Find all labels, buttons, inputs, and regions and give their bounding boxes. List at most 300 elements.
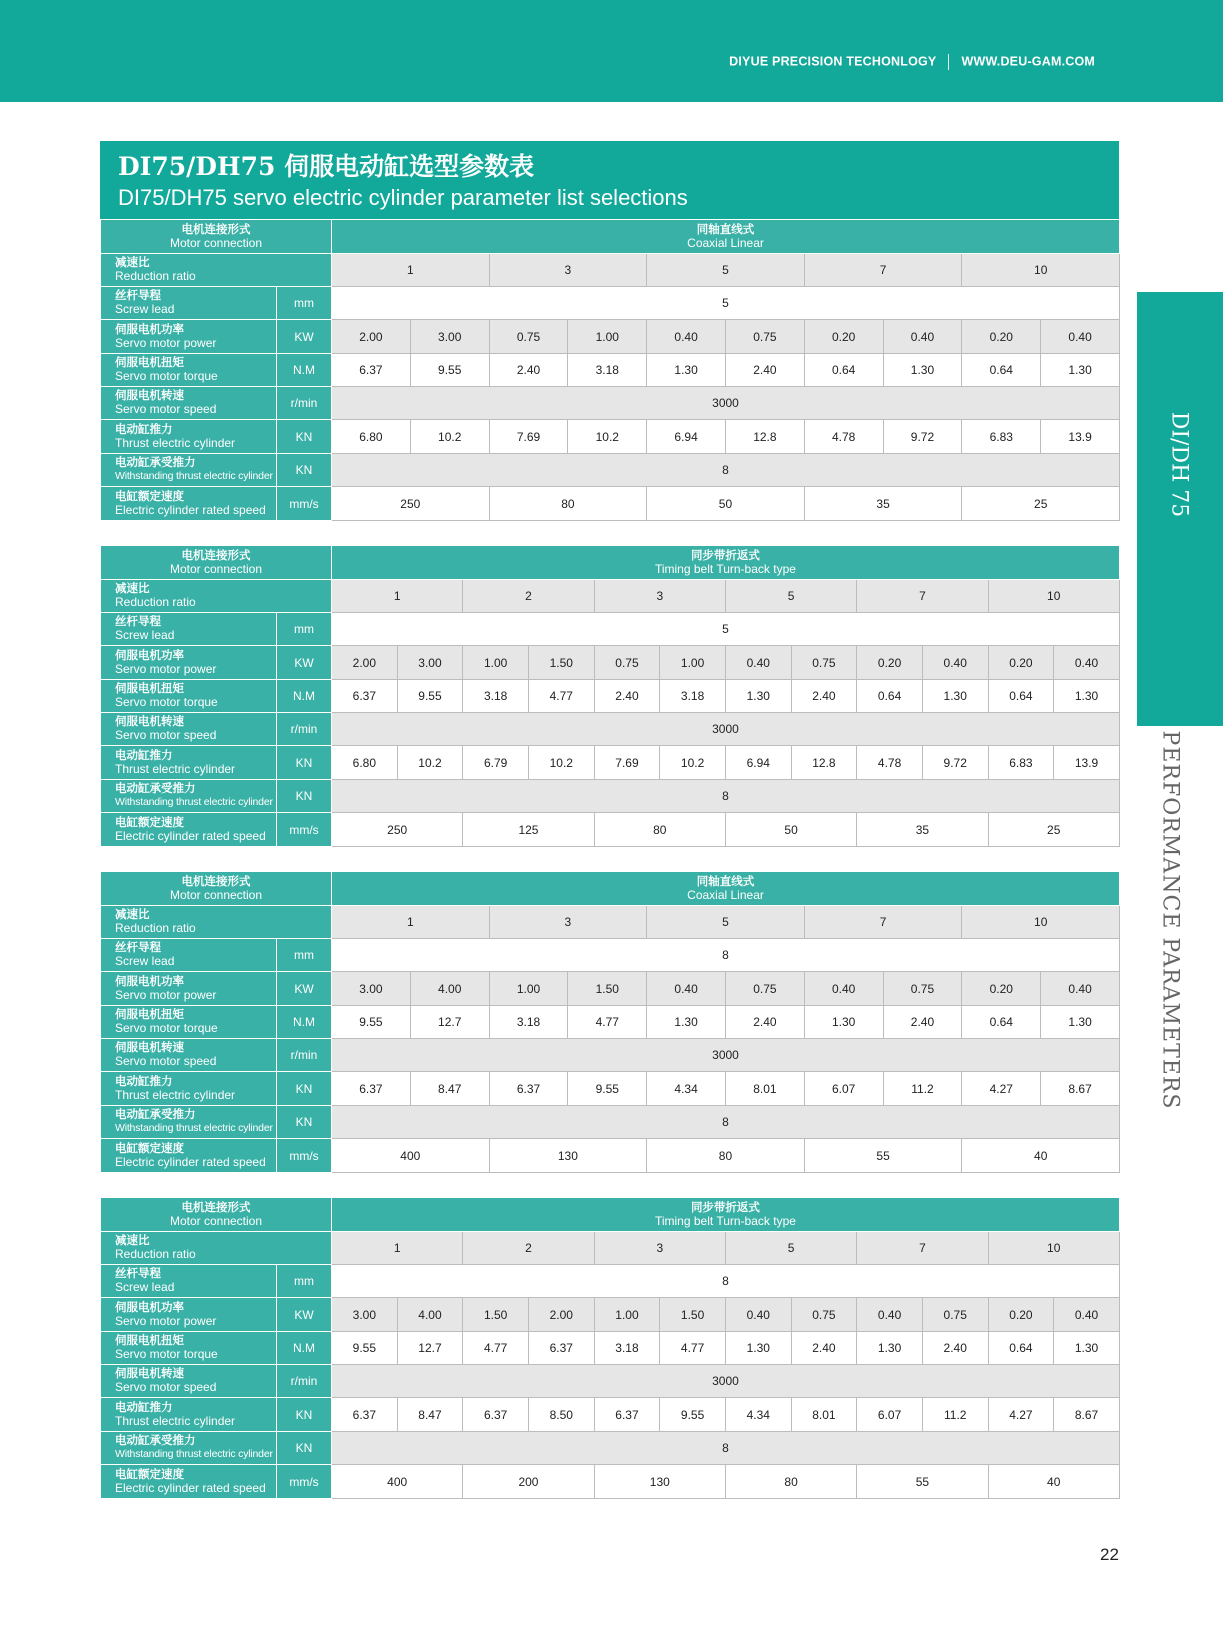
row-label-reduction <box>101 254 332 287</box>
thrust-cell: 10.2 <box>568 420 647 454</box>
withstand-cell: 8 <box>332 780 1120 813</box>
withstand-row <box>101 1432 1120 1465</box>
torque-cell: 6.37 <box>332 680 398 713</box>
row-label-cn: 电缸额定速度 <box>115 816 184 829</box>
row-label-en: Servo motor speed <box>115 1380 217 1394</box>
row-label-cn: 伺服电机功率 <box>115 323 184 336</box>
unit-cell: r/min <box>277 387 332 420</box>
row-label-cn: 伺服电机转速 <box>115 1368 184 1380</box>
torque-cell: 1.30 <box>725 680 791 713</box>
row-label-en: Servo motor torque <box>115 1021 218 1035</box>
torque-cell: 9.55 <box>410 354 489 387</box>
power-row <box>101 646 1120 680</box>
row-label-cn: 电动缸承受推力 <box>115 1109 196 1121</box>
thrust-row <box>101 420 1120 454</box>
row-label-torque <box>101 1332 277 1365</box>
row-label-en: Thrust electric cylinder <box>115 435 236 450</box>
thrust-cell: 6.80 <box>332 420 411 454</box>
rated-speed-cell: 50 <box>647 487 805 521</box>
company-name: DIYUE PRECISION TECHONLOGY <box>729 54 937 69</box>
unit-cell: mm/s <box>277 1139 332 1173</box>
connection-type-cn: 同轴直线式 <box>696 223 755 236</box>
row-label-cn: 减速比 <box>115 257 150 269</box>
row-label-power <box>101 972 277 1006</box>
connection-type <box>332 872 1120 906</box>
unit-cell: KW <box>277 972 332 1006</box>
row-label-en: Servo motor speed <box>115 1054 217 1068</box>
thrust-row <box>101 1072 1120 1106</box>
connection-type-cn: 同轴直线式 <box>696 875 755 888</box>
row-label-thrust <box>101 420 277 454</box>
power-cell: 0.40 <box>647 320 726 354</box>
lead-row <box>101 1265 1120 1298</box>
row-label-cn: 伺服电机扭矩 <box>115 357 184 369</box>
row-label-en: Screw lead <box>115 954 175 968</box>
torque-cell: 2.40 <box>791 680 857 713</box>
ratio-cell: 5 <box>725 580 856 613</box>
speed-cell: 3000 <box>332 1039 1120 1072</box>
ratio-cell: 5 <box>647 254 805 287</box>
connection-type-cn: 同步带折返式 <box>690 1201 760 1214</box>
spec-table <box>100 545 1120 847</box>
motor-connection-label <box>101 1198 332 1232</box>
ratio-cell: 7 <box>857 580 988 613</box>
row-label-en: Screw lead <box>115 1280 175 1294</box>
row-label-rated <box>101 1139 277 1173</box>
rated-speed-cell: 400 <box>332 1465 463 1499</box>
page-title-cn: DI75/DH75 伺服电动缸选型参数表 <box>118 152 535 181</box>
ratio-cell: 2 <box>463 580 594 613</box>
row-label-rated <box>101 487 277 521</box>
thrust-cell: 6.07 <box>804 1072 883 1106</box>
withstand-cell: 8 <box>332 454 1120 487</box>
page-number: 22 <box>1100 1545 1119 1564</box>
torque-cell: 1.30 <box>883 354 962 387</box>
title-box <box>100 141 1119 219</box>
thrust-cell: 8.67 <box>1041 1072 1120 1106</box>
torque-cell: 1.30 <box>647 354 726 387</box>
torque-cell: 6.37 <box>332 354 411 387</box>
row-label-cn: 电缸额定速度 <box>115 1142 184 1155</box>
power-row <box>101 972 1120 1006</box>
torque-cell: 9.55 <box>397 680 463 713</box>
row-label-cn: 减速比 <box>115 583 150 595</box>
row-label-cn: 伺服电机扭矩 <box>115 1335 184 1347</box>
motor-connection-cn: 电机连接形式 <box>181 549 251 562</box>
rated-speed-cell: 25 <box>988 813 1119 847</box>
rated-speed-cell: 35 <box>804 487 962 521</box>
power-cell: 1.00 <box>660 646 726 680</box>
row-label-en: Electric cylinder rated speed <box>115 1480 266 1495</box>
power-cell: 0.40 <box>857 1298 923 1332</box>
thrust-cell: 8.67 <box>1054 1398 1120 1432</box>
row-label-speed <box>101 1039 277 1072</box>
row-label-cn: 伺服电机转速 <box>115 390 184 402</box>
row-label-en: Servo motor power <box>115 661 217 676</box>
unit-cell: r/min <box>277 713 332 746</box>
power-cell: 2.00 <box>528 1298 594 1332</box>
torque-cell: 0.64 <box>988 1332 1054 1365</box>
row-label-en: Screw lead <box>115 628 175 642</box>
motor-connection-label <box>101 546 332 580</box>
speed-cell: 3000 <box>332 387 1120 420</box>
row-label-cn: 减速比 <box>115 909 150 921</box>
torque-row <box>101 1332 1120 1365</box>
lead-cell: 5 <box>332 613 1120 646</box>
side-tab <box>1137 292 1223 726</box>
power-cell: 0.20 <box>962 972 1041 1006</box>
power-cell: 0.20 <box>962 320 1041 354</box>
ratio-cell: 1 <box>332 254 490 287</box>
rated-speed-cell: 40 <box>988 1465 1119 1499</box>
power-cell: 1.00 <box>594 1298 660 1332</box>
power-cell: 2.00 <box>332 646 398 680</box>
torque-cell: 1.30 <box>1054 680 1120 713</box>
unit-cell: KW <box>277 1298 332 1332</box>
row-label-power <box>101 320 277 354</box>
unit-cell: N.M <box>277 680 332 713</box>
row-label-reduction <box>101 580 332 613</box>
connection-type-en: Coaxial Linear <box>687 887 764 902</box>
ratio-cell: 3 <box>489 906 647 939</box>
power-cell: 0.20 <box>988 1298 1054 1332</box>
thrust-cell: 9.72 <box>922 746 988 780</box>
connection-type <box>332 546 1120 580</box>
ratio-cell: 1 <box>332 580 463 613</box>
row-label-en: Servo motor power <box>115 1313 217 1328</box>
unit-cell: KW <box>277 646 332 680</box>
thrust-row <box>101 1398 1120 1432</box>
row-label-cn: 伺服电机功率 <box>115 649 184 662</box>
rated-speed-row <box>101 813 1120 847</box>
power-cell: 3.00 <box>410 320 489 354</box>
row-label-speed <box>101 1365 277 1398</box>
power-row <box>101 1298 1120 1332</box>
row-label-cn: 电动缸推力 <box>115 423 173 436</box>
thrust-cell: 8.01 <box>725 1072 804 1106</box>
row-label-en: Withstanding thrust electric cylinder <box>115 796 273 808</box>
connection-type <box>332 1198 1120 1232</box>
row-label-en: Reduction ratio <box>115 595 196 609</box>
connection-type-en: Timing belt Turn-back type <box>654 1213 796 1228</box>
power-cell: 0.40 <box>647 972 726 1006</box>
torque-cell: 3.18 <box>660 680 726 713</box>
torque-cell: 0.64 <box>962 354 1041 387</box>
rated-speed-cell: 40 <box>962 1139 1120 1173</box>
motor-connection-cn: 电机连接形式 <box>181 223 251 236</box>
thrust-cell: 6.37 <box>332 1072 411 1106</box>
torque-cell: 4.77 <box>463 1332 529 1365</box>
torque-cell: 2.40 <box>725 354 804 387</box>
thrust-cell: 7.69 <box>594 746 660 780</box>
ratio-cell: 7 <box>857 1232 988 1265</box>
row-label-withstand <box>101 1432 277 1465</box>
row-label-en: Reduction ratio <box>115 1247 196 1261</box>
row-label-en: Thrust electric cylinder <box>115 1087 236 1102</box>
unit-cell: KN <box>277 1106 332 1139</box>
thrust-cell: 8.47 <box>410 1072 489 1106</box>
rated-speed-row <box>101 487 1120 521</box>
power-cell: 0.75 <box>791 1298 857 1332</box>
thrust-cell: 6.37 <box>332 1398 398 1432</box>
unit-cell: mm/s <box>277 813 332 847</box>
lead-cell: 8 <box>332 939 1120 972</box>
reduction-row <box>101 906 1120 939</box>
thrust-cell: 11.2 <box>883 1072 962 1106</box>
motor-connection-label <box>101 872 332 906</box>
row-label-lead <box>101 613 277 646</box>
power-cell: 1.00 <box>568 320 647 354</box>
unit-cell: mm <box>277 287 332 320</box>
thrust-cell: 6.80 <box>332 746 398 780</box>
power-cell: 0.40 <box>725 646 791 680</box>
torque-cell: 1.30 <box>922 680 988 713</box>
power-cell: 4.00 <box>410 972 489 1006</box>
torque-cell: 3.18 <box>594 1332 660 1365</box>
rated-speed-cell: 80 <box>594 813 725 847</box>
row-label-cn: 电动缸承受推力 <box>115 457 196 469</box>
torque-cell: 1.30 <box>1054 1332 1120 1365</box>
lead-row <box>101 287 1120 320</box>
thrust-cell: 4.27 <box>962 1072 1041 1106</box>
thrust-cell: 6.37 <box>463 1398 529 1432</box>
power-cell: 0.40 <box>883 320 962 354</box>
torque-cell: 0.64 <box>804 354 883 387</box>
unit-cell: KN <box>277 1072 332 1106</box>
row-label-power <box>101 1298 277 1332</box>
speed-cell: 3000 <box>332 713 1120 746</box>
rated-speed-cell: 80 <box>489 487 647 521</box>
ratio-cell: 3 <box>594 580 725 613</box>
row-label-thrust <box>101 746 277 780</box>
row-label-cn: 电动缸推力 <box>115 749 173 762</box>
withstand-cell: 8 <box>332 1106 1120 1139</box>
unit-cell: mm/s <box>277 1465 332 1499</box>
rated-speed-cell: 50 <box>725 813 856 847</box>
motor-connection-cn: 电机连接形式 <box>181 1201 251 1214</box>
unit-cell: KN <box>277 1398 332 1432</box>
power-cell: 0.75 <box>594 646 660 680</box>
ratio-cell: 3 <box>489 254 647 287</box>
power-cell: 1.50 <box>463 1298 529 1332</box>
torque-cell: 3.18 <box>568 354 647 387</box>
unit-cell: KN <box>277 454 332 487</box>
row-label-cn: 伺服电机功率 <box>115 1301 184 1314</box>
torque-cell: 1.30 <box>1041 354 1120 387</box>
thrust-cell: 6.94 <box>647 420 726 454</box>
row-label-withstand <box>101 780 277 813</box>
torque-cell: 0.64 <box>962 1006 1041 1039</box>
connection-type-en: Timing belt Turn-back type <box>654 561 796 576</box>
unit-cell: r/min <box>277 1365 332 1398</box>
power-cell: 3.00 <box>397 646 463 680</box>
row-label-en: Servo motor torque <box>115 1347 218 1361</box>
power-cell: 0.40 <box>1054 1298 1120 1332</box>
torque-cell: 1.30 <box>1041 1006 1120 1039</box>
thrust-cell: 8.50 <box>528 1398 594 1432</box>
ratio-cell: 1 <box>332 1232 463 1265</box>
row-label-cn: 丝杆导程 <box>115 942 161 954</box>
speed-cell: 3000 <box>332 1365 1120 1398</box>
power-cell: 0.75 <box>883 972 962 1006</box>
rated-speed-cell: 80 <box>647 1139 805 1173</box>
row-label-en: Screw lead <box>115 302 175 316</box>
torque-cell: 9.55 <box>332 1332 398 1365</box>
power-cell: 1.50 <box>660 1298 726 1332</box>
top-banner <box>0 0 1223 102</box>
thrust-cell: 6.37 <box>594 1398 660 1432</box>
thrust-cell: 10.2 <box>528 746 594 780</box>
motor-connection-en: Motor connection <box>169 1213 263 1228</box>
row-label-cn: 伺服电机扭矩 <box>115 683 184 695</box>
motor-connection-en: Motor connection <box>169 887 263 902</box>
row-label-withstand <box>101 454 277 487</box>
spec-table <box>100 1197 1120 1499</box>
torque-cell: 4.77 <box>660 1332 726 1365</box>
row-label-en: Thrust electric cylinder <box>115 1413 236 1428</box>
power-cell: 0.40 <box>1054 646 1120 680</box>
thrust-cell: 13.9 <box>1054 746 1120 780</box>
ratio-cell: 2 <box>463 1232 594 1265</box>
unit-cell: mm/s <box>277 487 332 521</box>
header-row <box>101 872 1120 906</box>
lead-cell: 5 <box>332 287 1120 320</box>
rated-speed-cell: 25 <box>962 487 1120 521</box>
torque-cell: 3.18 <box>489 1006 568 1039</box>
ratio-cell: 3 <box>594 1232 725 1265</box>
power-cell: 0.20 <box>804 320 883 354</box>
ratio-cell: 10 <box>988 1232 1119 1265</box>
thrust-cell: 9.55 <box>568 1072 647 1106</box>
thrust-cell: 6.37 <box>489 1072 568 1106</box>
unit-cell: KW <box>277 320 332 354</box>
power-cell: 1.50 <box>568 972 647 1006</box>
thrust-cell: 8.01 <box>791 1398 857 1432</box>
row-label-en: Servo motor speed <box>115 402 217 416</box>
thrust-cell: 4.27 <box>988 1398 1054 1432</box>
row-label-en: Withstanding thrust electric cylinder <box>115 470 273 482</box>
header-info <box>729 54 1095 70</box>
thrust-cell: 6.94 <box>725 746 791 780</box>
thrust-cell: 9.72 <box>883 420 962 454</box>
rated-speed-cell: 250 <box>332 813 463 847</box>
row-label-cn: 伺服电机功率 <box>115 975 184 988</box>
row-label-lead <box>101 939 277 972</box>
row-label-thrust <box>101 1398 277 1432</box>
unit-cell: r/min <box>277 1039 332 1072</box>
thrust-cell: 4.34 <box>647 1072 726 1106</box>
thrust-cell: 4.78 <box>857 746 923 780</box>
row-label-en: Electric cylinder rated speed <box>115 502 266 517</box>
unit-cell: KN <box>277 780 332 813</box>
torque-cell: 4.77 <box>568 1006 647 1039</box>
thrust-row <box>101 746 1120 780</box>
unit-cell: mm <box>277 1265 332 1298</box>
power-cell: 1.50 <box>528 646 594 680</box>
row-label-torque <box>101 1006 277 1039</box>
side-tab-label: DI/DH 75 <box>1166 411 1192 518</box>
ratio-cell: 7 <box>804 254 962 287</box>
rated-speed-cell: 80 <box>725 1465 856 1499</box>
header-row <box>101 220 1120 254</box>
lead-row <box>101 939 1120 972</box>
power-cell: 0.40 <box>922 646 988 680</box>
power-cell: 3.00 <box>332 972 411 1006</box>
row-label-cn: 伺服电机扭矩 <box>115 1009 184 1021</box>
power-cell: 0.40 <box>1041 972 1120 1006</box>
power-cell: 1.00 <box>463 646 529 680</box>
thrust-cell: 10.2 <box>397 746 463 780</box>
power-cell: 2.00 <box>332 320 411 354</box>
website-link[interactable]: WWW.DEU-GAM.COM <box>961 54 1095 69</box>
row-label-withstand <box>101 1106 277 1139</box>
rated-speed-cell: 400 <box>332 1139 490 1173</box>
torque-cell: 0.64 <box>857 680 923 713</box>
row-label-cn: 电缸额定速度 <box>115 1468 184 1481</box>
rated-speed-cell: 200 <box>463 1465 594 1499</box>
torque-row <box>101 1006 1120 1039</box>
power-cell: 0.75 <box>922 1298 988 1332</box>
row-label-cn: 丝杆导程 <box>115 290 161 302</box>
row-label-cn: 电缸额定速度 <box>115 490 184 503</box>
torque-cell: 1.30 <box>647 1006 726 1039</box>
torque-cell: 2.40 <box>489 354 568 387</box>
torque-cell: 0.64 <box>988 680 1054 713</box>
unit-cell: KN <box>277 746 332 780</box>
torque-cell: 2.40 <box>725 1006 804 1039</box>
power-cell: 0.75 <box>725 972 804 1006</box>
rated-speed-cell: 130 <box>489 1139 647 1173</box>
row-label-rated <box>101 813 277 847</box>
torque-row <box>101 680 1120 713</box>
motor-connection-en: Motor connection <box>169 561 263 576</box>
torque-cell: 4.77 <box>528 680 594 713</box>
rated-speed-row <box>101 1465 1120 1499</box>
power-cell: 0.20 <box>988 646 1054 680</box>
header-divider <box>948 54 949 70</box>
unit-cell: N.M <box>277 354 332 387</box>
spec-table <box>100 219 1120 521</box>
thrust-cell: 12.8 <box>725 420 804 454</box>
unit-cell: N.M <box>277 1006 332 1039</box>
withstand-row <box>101 780 1120 813</box>
connection-type-en: Coaxial Linear <box>687 235 764 250</box>
thrust-cell: 13.9 <box>1041 420 1120 454</box>
row-label-speed <box>101 713 277 746</box>
speed-row <box>101 387 1120 420</box>
torque-cell: 12.7 <box>397 1332 463 1365</box>
torque-cell: 2.40 <box>594 680 660 713</box>
ratio-cell: 10 <box>988 580 1119 613</box>
speed-row <box>101 713 1120 746</box>
ratio-cell: 7 <box>804 906 962 939</box>
row-label-cn: 丝杆导程 <box>115 1268 161 1280</box>
row-label-cn: 伺服电机转速 <box>115 1042 184 1054</box>
power-cell: 0.75 <box>489 320 568 354</box>
unit-cell: KN <box>277 420 332 454</box>
thrust-cell: 10.2 <box>660 746 726 780</box>
torque-cell: 2.40 <box>883 1006 962 1039</box>
header-row <box>101 1198 1120 1232</box>
row-label-en: Servo motor power <box>115 335 217 350</box>
connection-type <box>332 220 1120 254</box>
rated-speed-cell: 250 <box>332 487 490 521</box>
torque-cell: 3.18 <box>463 680 529 713</box>
torque-cell: 1.30 <box>857 1332 923 1365</box>
torque-cell: 2.40 <box>791 1332 857 1365</box>
row-label-cn: 电动缸承受推力 <box>115 1435 196 1447</box>
row-label-lead <box>101 1265 277 1298</box>
